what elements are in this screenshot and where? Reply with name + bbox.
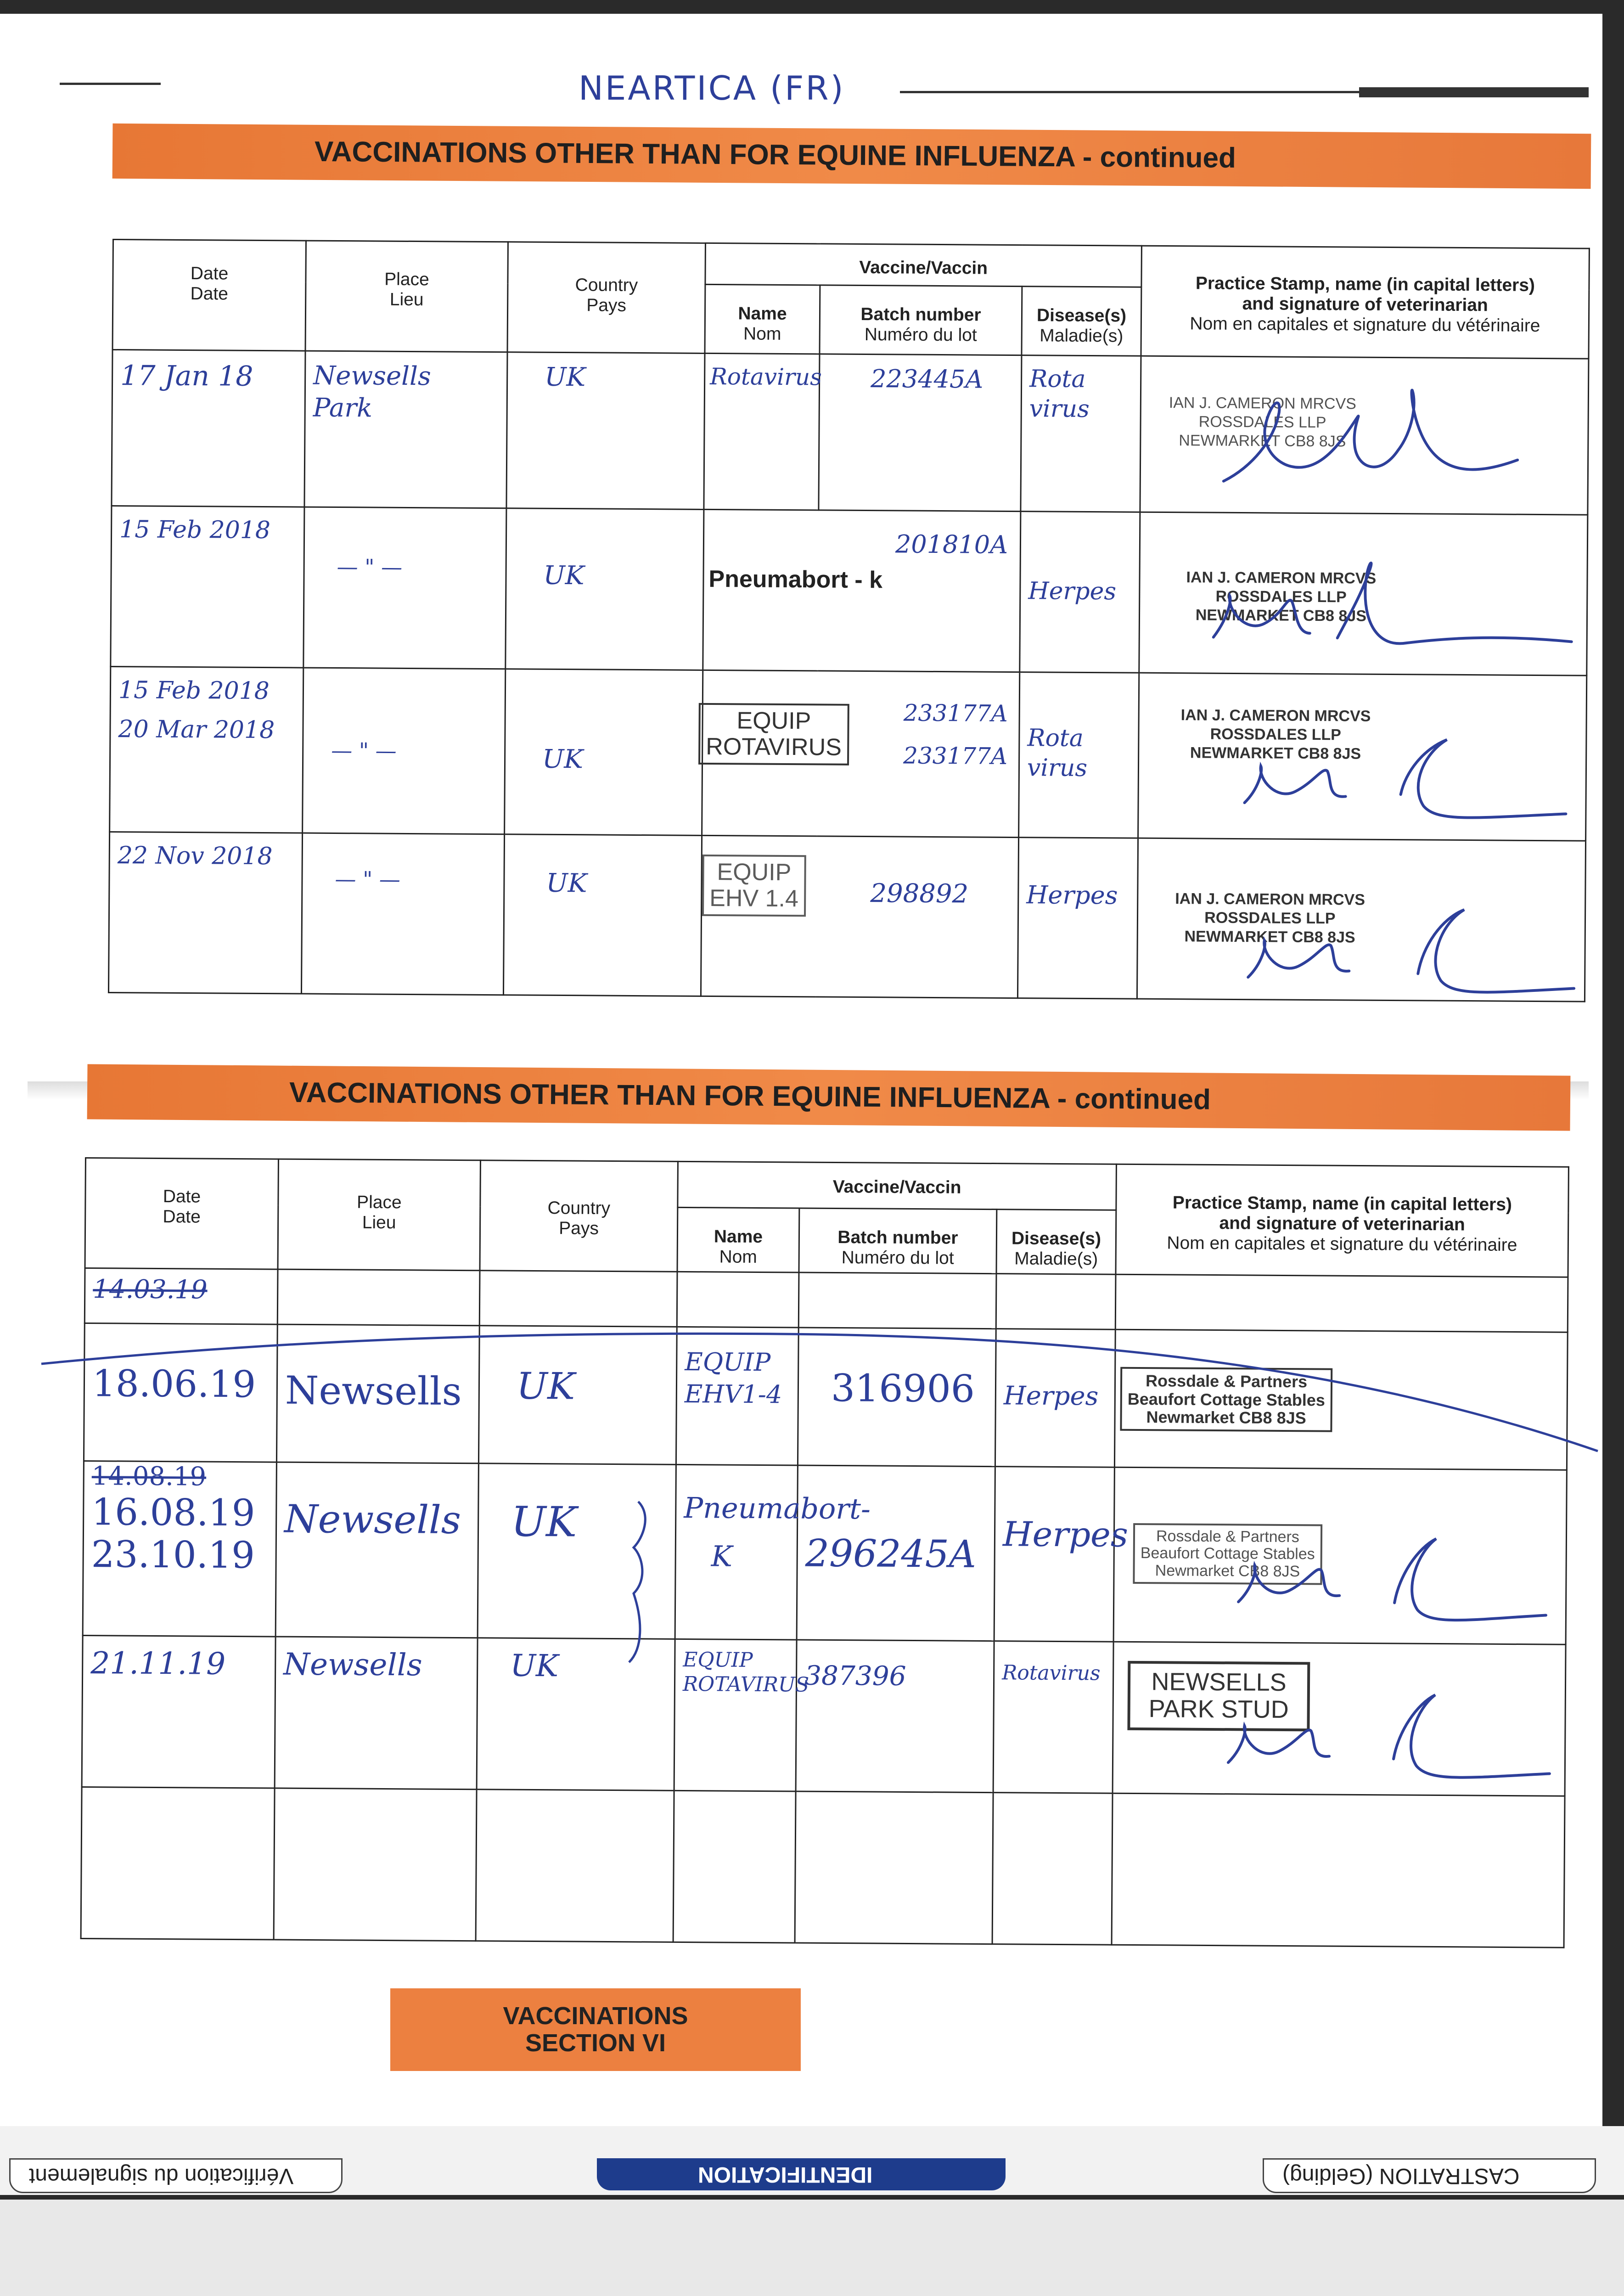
row-batch: 387396: [804, 1660, 906, 1692]
row-place: Newsells: [285, 1367, 462, 1414]
col-vaccine: Vaccine/Vaccin: [705, 243, 1142, 287]
newsells-stamp: NEWSELLS PARK STUD: [1127, 1661, 1310, 1731]
col-date: Date Date: [112, 240, 306, 351]
row-date-2: 23.10.19: [91, 1533, 255, 1577]
vet-signature-icon: [1195, 540, 1586, 667]
row-date-2: 20 Mar 2018: [118, 715, 275, 744]
row-vaccine-name-2: ROTAVIRUS: [682, 1672, 809, 1697]
col-place: Place Lieu: [278, 1159, 480, 1271]
col-date: Date Date: [85, 1158, 278, 1270]
row-batch: 223445A: [870, 364, 983, 394]
row-vaccine-name: Pneumabort-: [684, 1491, 871, 1526]
row-stamp-cell: IAN J. CAMERON MRCVS ROSSDALES LLP NEWMARKET CB8 8JS: [1137, 838, 1585, 1002]
col-batch: Batch number Numéro du lot: [820, 285, 1022, 355]
row-batch: 316906: [831, 1366, 975, 1411]
row-date: 15 Feb 2018: [119, 516, 271, 545]
scan-background: [0, 2200, 1624, 2296]
row-disease: Herpes: [1002, 1514, 1129, 1555]
pen-line-drawing: [0, 1300, 1624, 1667]
row-batch: 201810A: [895, 529, 1008, 559]
row-date-struck: 14.03.19: [93, 1274, 208, 1305]
row-vaccine-name-2: K: [711, 1539, 733, 1574]
row-batch-2: 233177A: [903, 742, 1008, 770]
section-box-line1: VACCINATIONS: [503, 2002, 688, 2030]
row-disease: Rota virus: [1027, 724, 1088, 782]
row-date: 22 Nov 2018: [117, 842, 273, 871]
rossdale-stamp: Rossdale & Partners Beaufort Cottage Stables Newmarket CB8 8JS: [1120, 1367, 1332, 1432]
footer-tab-middle: [597, 2158, 1006, 2190]
col-vaccine: Vaccine/Vaccin: [678, 1161, 1117, 1210]
row-vaccine-name: Rotavirus: [710, 363, 822, 391]
row-vaccine-name: Pneumabort - k: [708, 565, 883, 594]
header-rule-right-thick: [1359, 87, 1589, 97]
row-date: 16.08.19: [91, 1491, 255, 1535]
header-rule-left: [60, 83, 161, 85]
row-batch: 296245A: [805, 1531, 977, 1576]
row-place: — " —: [331, 737, 397, 763]
row-disease: Rota virus: [1029, 365, 1090, 423]
row-date-struck: 14.08.19: [91, 1461, 207, 1492]
row-country: UK: [510, 1648, 559, 1684]
row-disease: Rotavirus: [1002, 1661, 1101, 1685]
footer-tab-right: [1263, 2158, 1596, 2193]
table-row: [81, 1787, 1565, 1947]
row-country: UK: [546, 868, 587, 899]
row-vaccine-name-2: EHV1-4: [684, 1379, 782, 1409]
col-practice-stamp: Practice Stamp, name (in capital letters) and signature of veterinarian Nom en capitales et signature du vétérinaire: [1116, 1164, 1568, 1277]
row-place: — " —: [337, 554, 403, 580]
banner-bottom: [87, 1064, 1571, 1131]
row-disease: Herpes: [1003, 1381, 1099, 1412]
row-batch: 298892: [870, 878, 969, 909]
footer-tab-left: [9, 2158, 343, 2193]
row-date: 18.06.19: [92, 1362, 256, 1406]
row-country: UK: [511, 1497, 577, 1547]
vaccination-table-1: [108, 239, 1590, 1002]
row-place: Newsells: [284, 1496, 461, 1543]
row-stamp-cell: IAN J. CAMERON MRCVS ROSSDALES LLP NEWMARKET CB8 8JS: [1139, 512, 1588, 675]
banner-top: [112, 124, 1591, 189]
vaccine-label-stamp: EQUIP EHV 1.4: [702, 855, 806, 917]
col-country: Country Pays: [480, 1160, 678, 1272]
table-row: [112, 350, 1589, 515]
vet-signature-icon: [1196, 375, 1573, 497]
row-place: Newsells: [283, 1646, 422, 1683]
row-disease: Herpes: [1026, 880, 1118, 910]
vet-signature-icon: [1182, 1666, 1560, 1788]
col-disease: Disease(s) Maladie(s): [1022, 287, 1141, 356]
vet-signature-icon: [1207, 876, 1584, 1002]
col-practice-stamp: Practice Stamp, name (in capital letters) and signature of veterinarian Nom en capitales et signature du vétérinaire: [1141, 246, 1589, 359]
banner-bottom-text: VACCINATIONS OTHER THAN FOR EQUINE INFLUENZA - continued: [289, 1076, 1211, 1116]
vaccine-label-stamp: EQUIP ROTAVIRUS: [698, 703, 849, 765]
col-name: Name Nom: [705, 284, 820, 354]
row-date: 15 Feb 2018: [118, 676, 270, 705]
row-disease: Herpes: [1028, 577, 1117, 606]
table-row: [110, 666, 1587, 841]
horse-name: NEARTICA (FR): [579, 69, 845, 107]
row-stamp-cell: IAN J. CAMERON MRCVS ROSSDALES LLP NEWMARKET CB8 8JS: [1140, 356, 1589, 515]
section-box-line2: SECTION VI: [525, 2029, 666, 2057]
col-disease: Disease(s) Maladie(s): [996, 1210, 1116, 1275]
row-vaccine-name: EQUIP: [683, 1648, 753, 1672]
rossdale-stamp: Rossdale & Partners Beaufort Cottage Stables Newmarket CB8 8JS: [1133, 1523, 1322, 1585]
row-vaccine-name: EQUIP: [685, 1347, 771, 1377]
footer-tab-left-label: Vérification du signalement: [29, 2164, 294, 2188]
col-batch: Batch number Numéro du lot: [799, 1208, 997, 1274]
row-country: UK: [544, 362, 586, 393]
vet-signature-icon: [1208, 702, 1576, 833]
row-place: Newsells Park: [313, 360, 431, 423]
footer-tab-middle-label: IDENTIFICATION: [698, 2162, 873, 2187]
col-country: Country Pays: [507, 242, 705, 354]
row-country: UK: [516, 1364, 575, 1408]
row-place: — " —: [335, 866, 401, 892]
row-batch: 233177A: [903, 699, 1008, 727]
section-box: [390, 1988, 801, 2071]
passport-page: [0, 14, 1602, 2126]
row-date: 21.11.19: [90, 1645, 226, 1682]
table-row: [108, 832, 1585, 1002]
row-country: UK: [542, 744, 584, 775]
row-date: 17 Jan 18: [120, 360, 253, 393]
col-name: Name Nom: [677, 1207, 799, 1272]
row-country: UK: [543, 560, 584, 591]
banner-top-text: VACCINATIONS OTHER THAN FOR EQUINE INFLUENZA - continued: [314, 135, 1236, 174]
row-stamp-cell: IAN J. CAMERON MRCVS ROSSDALES LLP NEWMARKET CB8 8JS: [1138, 673, 1587, 841]
col-place: Place Lieu: [305, 241, 508, 352]
table-row: [111, 506, 1588, 675]
footer-tab-right-label: CASTRATION (Gelding): [1282, 2164, 1520, 2188]
